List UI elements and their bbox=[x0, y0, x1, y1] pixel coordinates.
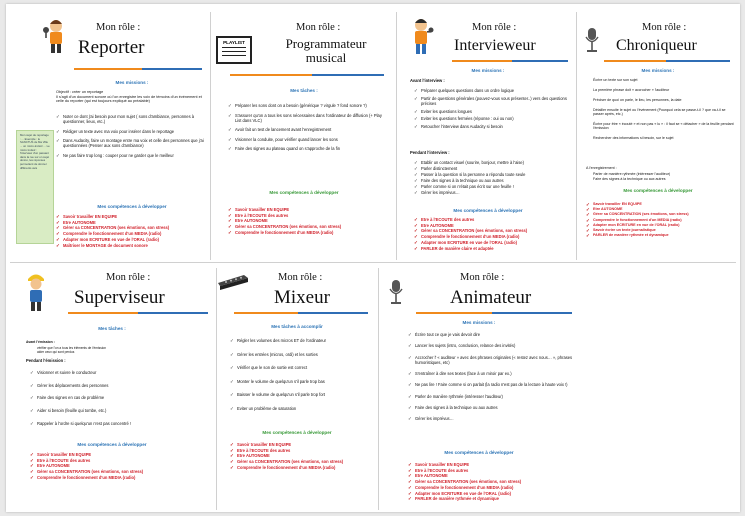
section-title: Mes compétences à développer bbox=[77, 442, 147, 447]
competence-list bbox=[414, 217, 570, 251]
card-reporter bbox=[8, 10, 208, 258]
list-item: La première phrase doit « accrocher » l'auditeur bbox=[593, 87, 670, 92]
section-title: Mes missions : bbox=[641, 68, 675, 73]
list-item: ✓ Etre à l'ECOUTE des autres bbox=[30, 458, 212, 463]
title-underline bbox=[74, 68, 142, 70]
task-list bbox=[230, 338, 374, 419]
list-item: ✓ Adapter mon ECRITURE en vue de l'ORAL (radio) bbox=[56, 237, 206, 242]
list-item: Rechercher des informations si besoin, sur le sujet bbox=[593, 136, 674, 141]
role-prefix: Mon rôle : bbox=[296, 22, 341, 33]
list-item: ✓ Comprendre le fonctionnement d'un MEDIA (radio) bbox=[230, 465, 376, 470]
role-title: Mixeur bbox=[274, 287, 330, 308]
competence-list bbox=[56, 214, 206, 248]
list-item: ✓ Visionner la conduite, pour vérifier quand lancer les sons bbox=[228, 137, 388, 142]
list-item: ✓ Gérer sa CONCENTRATION (ses émotions, son stress) bbox=[30, 469, 212, 474]
title-underline bbox=[604, 60, 666, 62]
competence-list bbox=[230, 442, 376, 471]
section-title: Mes tâches : bbox=[98, 326, 126, 331]
divider bbox=[576, 12, 577, 260]
task-list bbox=[30, 370, 212, 434]
list-item: ✓ Comprendre le fonctionnement d'un MEDIA (radio) bbox=[228, 230, 392, 235]
competence-list bbox=[30, 452, 212, 481]
reporter-microphone-icon bbox=[38, 16, 74, 56]
title-underline bbox=[452, 60, 512, 62]
section-title: Mes compétences à développer bbox=[269, 190, 339, 195]
card-mixeur bbox=[218, 266, 376, 510]
list-item: ✓ Dans Audacity, faire un montage entre ma voix et celle des personnes que j'ai questionnées (Penser aux sons d'ambiance) bbox=[56, 138, 204, 148]
role-prefix: Mon rôle : bbox=[642, 22, 687, 33]
role-prefix: Mon rôle : bbox=[96, 22, 141, 33]
list-item: Écrire pour être « écouté » et non pas « lu » : il faut se « détacher » de la feuille pendant l'émission bbox=[593, 121, 734, 131]
list-item: ✓ Etre à l'ECOUTE des autres bbox=[414, 217, 570, 222]
list-item: ✓ Gérer sa CONCENTRATION (ses émotions, son stress) bbox=[408, 479, 578, 484]
list-item: vérifier que l'on a tous les éléments de l'émission bbox=[37, 346, 107, 350]
list-item: ✓ Eviter les questions longues bbox=[414, 109, 570, 114]
list-item: ✓ Faire des signes à la technique ou aux autres bbox=[414, 178, 570, 183]
list-item: ✓ Savoir travailler EN EQUIPE bbox=[230, 442, 376, 447]
list-item: Préciser de quoi on parle, le lieu, les personnes, la date bbox=[593, 97, 682, 102]
card-chroniqueur bbox=[578, 10, 738, 258]
list-item: ✓ Visionner et suivre le conducteur bbox=[30, 370, 212, 375]
list-item: ✓ Baisser le volume de quelqu'un s'il parle trop fort bbox=[230, 392, 374, 397]
list-item: ✓ Retoucher l'interview dans Audacity si besoin bbox=[414, 124, 570, 129]
title-underline bbox=[230, 74, 312, 76]
list-item: ✓ S'assurer qu'on a tous les sons nécessaires dans l'ordinateur de diffusion (+ Play List dans VLC) bbox=[228, 113, 388, 123]
list-item: ✓ Gérer sa CONCENTRATION (ses émotions, son stress) bbox=[230, 459, 376, 464]
list-item: ✓ Etre AUTONOME bbox=[414, 223, 570, 228]
divider bbox=[396, 12, 397, 260]
role-title: Superviseur bbox=[74, 287, 165, 308]
list-item: ✓ PARLER de manière rythmée et dynamique bbox=[408, 496, 578, 501]
mixing-console-icon bbox=[218, 272, 250, 290]
list-item: ✓ Faire des signes à la technique ou aux autres bbox=[408, 405, 576, 410]
title-underline bbox=[68, 312, 138, 314]
list-item: ✓ Passer à la question si la personne a répondu toute seule bbox=[414, 172, 570, 177]
list-item: ✓ Etre AUTONOME bbox=[408, 473, 578, 478]
list-item: ✓ Eviter un problème de saturation bbox=[230, 406, 374, 411]
list-item: ✓ Accrocher l' « auditeur » avec des phrases originales (« restez avec nous… », phrases humoristiques, etc) bbox=[408, 355, 576, 365]
sub-title: Pendant l'émission : bbox=[26, 358, 66, 363]
before-list bbox=[414, 88, 570, 132]
objective bbox=[56, 90, 206, 104]
list-item: ✓ Préparer les sons dont on a besoin (générique ? virgule ? fond sonore ?) bbox=[228, 103, 388, 108]
role-title: Animateur bbox=[450, 287, 532, 308]
list-item: ✓ Vérifier que le son de sortie est correct bbox=[230, 365, 374, 370]
section-title: Mes missions : bbox=[471, 68, 505, 73]
microphone-icon bbox=[388, 280, 404, 306]
mission-list bbox=[56, 114, 204, 162]
role-title: Chroniqueur bbox=[616, 37, 697, 54]
title-underline bbox=[416, 312, 492, 314]
before-list bbox=[30, 346, 210, 354]
list-item: ✓ Gérer sa CONCENTRATION (ses émotions, son stress) bbox=[414, 228, 570, 233]
list-item: ✓ PARLER de manière rythmée et dynamique bbox=[586, 233, 736, 238]
list-item: aider ceux qui sont perdus bbox=[37, 350, 75, 354]
section-title: Mes compétences à développer bbox=[453, 208, 523, 213]
role-prefix: Mon rôle : bbox=[278, 272, 323, 283]
mission-list bbox=[586, 78, 736, 146]
list-item: ✓ Parler comme si on n'était pas écrit sur une feuille ! bbox=[414, 184, 570, 189]
list-item: ✓ Savoir travailler EN EQUIPE bbox=[408, 462, 578, 467]
title-underline bbox=[492, 312, 572, 314]
roles-sheet bbox=[6, 4, 740, 512]
list-item: ✓ Savoir travailler EN EQUIPE bbox=[56, 214, 206, 219]
list-item: ✓ Maîtriser le MONTAGE de document sonore bbox=[56, 243, 206, 248]
role-prefix: Mon rôle : bbox=[460, 272, 505, 283]
list-item: ✓ Faire des signes en cas de problème bbox=[30, 395, 212, 400]
title-underline bbox=[234, 312, 298, 314]
list-item: ✓ Savoir travailler EN EQUIPE bbox=[30, 452, 212, 457]
list-item: ✓ Gérer sa CONCENTRATION (ses émotions, son stress) bbox=[56, 225, 206, 230]
title-underline bbox=[142, 68, 202, 70]
list-item: ✓ S'entraîner à dire ses textes (face à un miroir par ex.) bbox=[408, 371, 576, 376]
list-item: Détailler ensuite le sujet ou l'événement (Pourquoi cela se passe-t-il ? que va-t-il se passer après, etc.) bbox=[593, 107, 726, 117]
sub-title: Avant l'interview : bbox=[410, 78, 445, 83]
role-prefix: Mon rôle : bbox=[106, 272, 151, 283]
list-item: Parler de manière rythmée (intéresser l'auditeur) bbox=[593, 172, 671, 176]
task-list bbox=[228, 103, 388, 156]
microphone-icon bbox=[584, 28, 600, 54]
list-item: ✓ Noter ce dont j'ai besoin pour mon sujet ( sons d'ambiance, personnes à questionner, lieux, etc.) bbox=[56, 114, 204, 124]
list-item: ✓ Savoir écrire un texte journalistique bbox=[586, 228, 736, 233]
list-item: ✓ Comprendre le fonctionnement d'un MEDIA (radio) bbox=[30, 475, 212, 480]
title-underline bbox=[298, 312, 368, 314]
card-intervieweur bbox=[398, 10, 574, 258]
competence-list bbox=[408, 462, 578, 502]
title-underline bbox=[312, 74, 384, 76]
list-item: ✓ Gérer les déplacements des personnes bbox=[30, 383, 212, 388]
divider bbox=[10, 262, 736, 263]
playlist-icon bbox=[216, 36, 252, 64]
objective-text: Objectif : créer un reportage bbox=[56, 90, 104, 94]
list-item: ✓ Etre à l'ECOUTE des autres bbox=[408, 468, 578, 473]
list-item: Faire des signes à la technique ou aux autres bbox=[593, 177, 666, 182]
card-animateur bbox=[380, 266, 738, 510]
playlist-label: PLAYLIST bbox=[223, 40, 245, 45]
list-item: ✓ Comprendre le fonctionnement d'un MEDIA (radio) bbox=[414, 234, 570, 239]
list-item: ✓ Lancer les sujets (intro, conclusion, relance des invités) bbox=[408, 343, 576, 348]
role-title: Reporter bbox=[78, 37, 145, 58]
list-item: ✓ Etre AUTONOME bbox=[228, 218, 392, 223]
list-item: ✓ Adapter mon ECRITURE en vue de l'ORAL (radio) bbox=[408, 491, 578, 496]
role-prefix: Mon rôle : bbox=[472, 22, 517, 33]
section-title: Mes missions : bbox=[462, 320, 496, 325]
list-item: ✓ Gérer les imprévus… bbox=[408, 416, 576, 421]
role-title: Intervieweur bbox=[454, 37, 536, 54]
list-item: ✓ Adapter mon ECRITURE en vue de l'ORAL (radio) bbox=[414, 240, 570, 245]
sub-title: A l'enregistrement : bbox=[586, 166, 617, 170]
divider bbox=[210, 12, 211, 260]
reporter-note: Mon sujet de reportage : ... Exemple : le SANCTUS de Ma Ville ... un micro-trottoir ... Le micro trottoir : l'interview d'un passant dans la rue sur un sujet donné, les réponses permettent de donner différents avis bbox=[16, 130, 54, 244]
list-item: ✓ Préparer quelques questions dans un ordre logique bbox=[414, 88, 570, 93]
list-item: ✓ Savoir travailler EN EQUIPE bbox=[586, 202, 736, 207]
list-item: ✓ Aider si besoin (feuille qui tombe, etc.) bbox=[30, 408, 212, 413]
competence-list bbox=[228, 207, 392, 236]
divider bbox=[216, 268, 217, 510]
list-item: ✓ Comprendre le fonctionnement d'un MEDIA (radio) bbox=[408, 485, 578, 490]
title-underline bbox=[666, 60, 730, 62]
list-item: ✓ Gérer sa CONCENTRATION (ses émotions, son stress) bbox=[228, 224, 392, 229]
section-title: Mes tâches à accomplir bbox=[271, 324, 323, 329]
section-title: Mes compétences à développer bbox=[444, 450, 514, 455]
card-programmateur bbox=[212, 10, 394, 258]
role-title: Programmateur musical bbox=[285, 36, 367, 65]
list-item: ✓ Savoir travailler EN EQUIPE bbox=[228, 207, 392, 212]
list-item: ✓ Rédiger un texte avec ma voix pour insérer dans le reportage bbox=[56, 129, 204, 134]
list-item: ✓ Ne pas lire ! Faire comme si on parlait (la radio n'est pas de la lecture à haute voix !) bbox=[408, 382, 576, 387]
supervisor-icon bbox=[20, 272, 52, 312]
list-item: ✓ PARLER de manière claire et adaptée bbox=[414, 246, 570, 251]
section-title: Mes compétences à développer bbox=[97, 204, 167, 209]
list-item: ✓ Etre AUTONOME bbox=[56, 220, 206, 225]
competence-list bbox=[586, 202, 736, 239]
list-item: ✓ Parler de manière rythmée (intéresser l'auditeur) bbox=[408, 394, 576, 399]
interviewer-icon bbox=[406, 16, 436, 56]
list-item: ✓ Parler distinctement bbox=[414, 166, 570, 171]
section-title: Mes tâches : bbox=[290, 88, 318, 93]
objective-intro: Il s'agit d'un document sonore où l'on enregistre les voix de témoins d'un événement et celle du reporter (qui est toujours expliqué au préalable) bbox=[56, 94, 202, 104]
list-item: ✓ Régler les volumes des micros ET de l'ordinateur bbox=[230, 338, 374, 343]
list-item: ✓ Comprendre le fonctionnement d'un MEDIA (radio) bbox=[586, 218, 736, 223]
section-title: Mes missions : bbox=[115, 80, 149, 85]
list-item: ✓ Gérer sa CONCENTRATION (ses émotions, son stress) bbox=[586, 212, 736, 217]
list-item: ✓ Etre AUTONOME bbox=[30, 463, 212, 468]
list-item: ✓ Adapter mon ECRITURE en vue de l'ORAL (radio) bbox=[586, 223, 736, 228]
title-underline bbox=[512, 60, 568, 62]
list-item: ✓ Gérer les imprévus… bbox=[414, 190, 570, 195]
sub-title: Pendant l'interview : bbox=[410, 150, 450, 155]
list-item: ✓ Gérer les entrées (micros, ordi) et les sorties bbox=[230, 352, 374, 357]
list-item: ✓ Ne pas faire trop long : couper pour ne garder que le meilleur bbox=[56, 153, 204, 158]
list-item: ✓ Comprendre le fonctionnement d'un MEDIA (radio) bbox=[56, 231, 206, 236]
card-superviseur bbox=[8, 266, 214, 510]
list-item: ✓ Écrire tout ce que je vais devoir dire bbox=[408, 332, 576, 337]
recording-list bbox=[586, 172, 736, 182]
sub-title: Avant l'émission : bbox=[26, 340, 55, 344]
mission-list bbox=[408, 332, 576, 427]
list-item: ✓ Etre à l'ECOUTE des autres bbox=[230, 448, 376, 453]
list-item: ✓ Avoir fait un test de lancement avant l'enregistrement bbox=[228, 127, 388, 132]
divider bbox=[378, 268, 379, 510]
list-item: ✓ Etre à l'ECOUTE des autres bbox=[228, 213, 392, 218]
title-underline bbox=[138, 312, 208, 314]
list-item: ✓ Rappeler à l'ordre si quelqu'un n'est pas concentré ! bbox=[30, 421, 212, 426]
list-item: ✓ Eviter les questions fermées (réponse : oui ou non) bbox=[414, 116, 570, 121]
list-item: ✓ Faire des signes au plateau quand on s'approche de la fin bbox=[228, 146, 388, 151]
list-item: ✓ Monter le volume de quelqu'un s'il parle trop bas bbox=[230, 379, 374, 384]
list-item: ✓ Etablir un contact visuel (sourire, bonjour, mettre à l'aise) bbox=[414, 160, 570, 165]
section-title: Mes compétences à développer bbox=[262, 430, 332, 435]
list-item: Écrire un texte sur son sujet bbox=[593, 78, 638, 82]
section-title: Mes compétences à développer bbox=[623, 188, 693, 193]
during-list bbox=[414, 160, 570, 195]
list-item: ✓ Partir de questions générales (pouvez-vous vous présenter..) vers des questions précises bbox=[414, 96, 570, 106]
list-item: ✓ Etre AUTONOME bbox=[586, 207, 736, 212]
list-item: ✓ Etre AUTONOME bbox=[230, 453, 376, 458]
